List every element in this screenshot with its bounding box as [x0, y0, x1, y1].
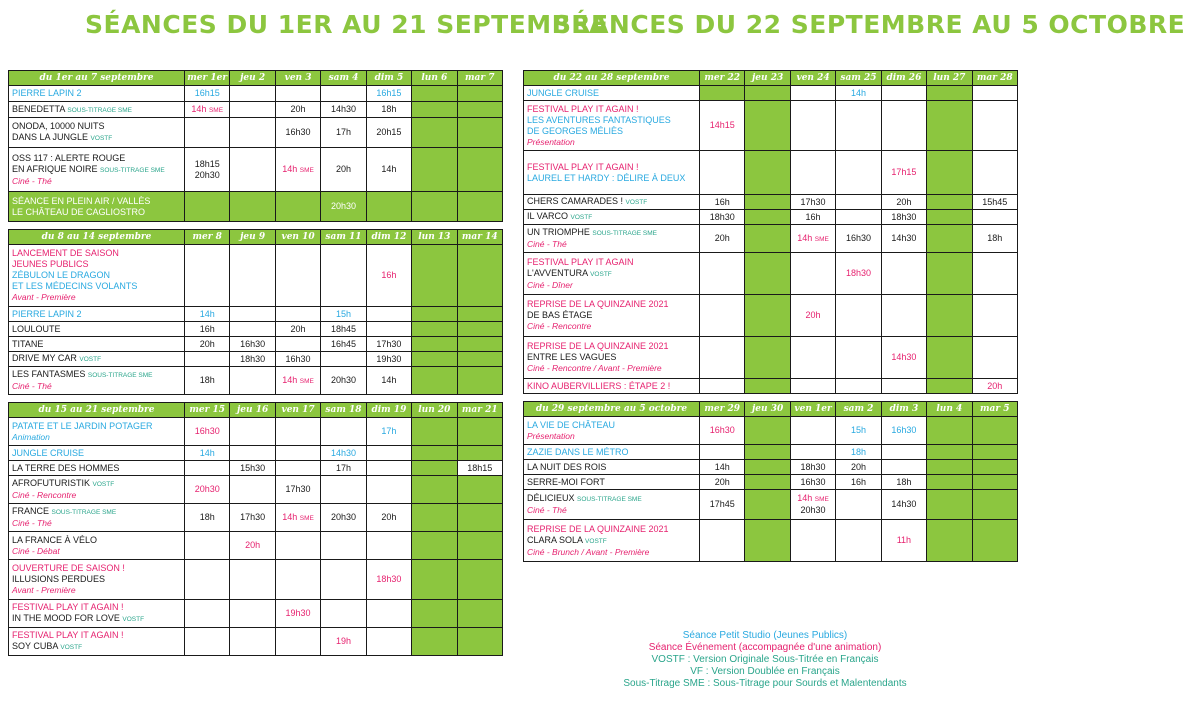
showtime: 18h30 [790, 460, 835, 475]
day-header: lun 13 [412, 230, 457, 245]
day-header: ven 1er [790, 402, 835, 417]
showtime: 16h [366, 245, 411, 307]
showtime: 16h [700, 195, 745, 210]
table-row: KINO AUBERVILLIERS : ÉTAPE 2 ! 20h [524, 379, 1018, 394]
showtime: 18h30 [881, 210, 926, 225]
day-header: ven 3 [275, 71, 320, 86]
day-header: mar 14 [457, 230, 502, 245]
table-row: FESTIVAL PLAY IT AGAIN ! LES AVENTURES FANTASTIQUES DE GEORGES MÉLIÈS Présentation 14h15 [524, 101, 1018, 151]
showtime: 17h [366, 418, 411, 446]
showtime: 20h30 [185, 476, 230, 504]
week-range: du 22 au 28 septembre [524, 71, 700, 86]
showtime: 15h [836, 417, 881, 445]
showtime: 14h [700, 460, 745, 475]
table-row: UN TRIOMPHE SOUS-TITRAGE SME Ciné - Thé 20h 14h SME 16h30 14h30 18h [524, 225, 1018, 253]
table-row: JUNGLE CRUISE 14h 14h30 [9, 446, 503, 461]
day-header: sam 4 [321, 71, 366, 86]
day-header: lun 6 [412, 71, 457, 86]
table-row: REPRISE DE LA QUINZAINE 2021 DE BAS ÉTAGE Ciné - Rencontre 20h [524, 295, 1018, 337]
schedule-week-2 [8, 229, 503, 395]
showtime: 18h30 [836, 253, 881, 295]
day-header: sam 25 [836, 71, 881, 86]
showtime: 14h30 [321, 446, 366, 461]
showtime: 17h [321, 118, 366, 148]
table-row: TITANE 20h 16h30 16h45 17h30 [9, 337, 503, 352]
table-row: LOULOUTE 16h 20h 18h45 [9, 322, 503, 337]
showtime: 20h [275, 102, 320, 118]
film-title: BENEDETTA [12, 103, 65, 114]
day-header: lun 20 [412, 403, 457, 418]
film-tag: SOUS-TITRAGE SME [67, 106, 133, 114]
showtime: 18h30 [230, 352, 275, 367]
showtime: 20h [700, 475, 745, 490]
day-header: sam 11 [321, 230, 366, 245]
showtime: 20h [275, 322, 320, 337]
day-header: dim 12 [366, 230, 411, 245]
film-cell: SÉANCE EN PLEIN AIR / VALLÈS LE CHÂTEAU DE CAGLIOSTRO [9, 192, 185, 222]
showtime: 14h SME [275, 367, 320, 395]
showtime: 17h30 [790, 195, 835, 210]
showtime: 18h [185, 504, 230, 532]
showtime: 18h30 [366, 560, 411, 600]
week-range: du 1er au 7 septembre [9, 71, 185, 86]
showtime: 14h15 [700, 101, 745, 151]
showtime: 20h [790, 295, 835, 337]
film-cell: ONODA, 10000 NUITS DANS LA JUNGLE VOSTF [9, 118, 185, 148]
showtime: 16h30 [275, 352, 320, 367]
table-row: CHERS CAMARADES ! VOSTF 16h 17h30 20h 15h45 [524, 195, 1018, 210]
showtime: 18h [366, 102, 411, 118]
table-row: LES FANTASMES SOUS-TITRAGE SME Ciné - Thé 18h 14h SME 20h30 14h [9, 367, 503, 395]
week-range: du 29 septembre au 5 octobre [524, 402, 700, 417]
showtime: 20h [230, 532, 275, 560]
showtime: 18h [972, 225, 1017, 253]
table-row: JUNGLE CRUISE 14h [524, 86, 1018, 101]
table-row: LA VIE DE CHÂTEAU Présentation 16h30 15h 16h30 [524, 417, 1018, 445]
day-header: dim 5 [366, 71, 411, 86]
schedule-week-3 [8, 402, 503, 656]
showtime: 20h [700, 225, 745, 253]
day-header: jeu 9 [230, 230, 275, 245]
showtime: 18h [185, 367, 230, 395]
table-row [9, 148, 503, 192]
showtime: 11h [881, 520, 926, 562]
showtime: 20h [366, 504, 411, 532]
legend-line: VF : Version Doublée en Français [690, 666, 840, 677]
showtime: 18h15 20h30 [185, 148, 230, 192]
table-row: DRIVE MY CAR VOSTF 18h30 16h30 19h30 [9, 352, 503, 367]
showtime: 20h15 [366, 118, 411, 148]
day-header: mar 7 [457, 71, 502, 86]
showtime: 16h15 [185, 86, 230, 102]
day-header: jeu 16 [230, 403, 275, 418]
day-header: jeu 30 [745, 402, 790, 417]
showtime: 20h [836, 460, 881, 475]
film-cell [9, 86, 185, 102]
table-row [9, 245, 503, 307]
showtime: 20h30 [321, 367, 366, 395]
showtime: 20h30 [321, 192, 366, 222]
showtime: 14h30 [321, 102, 366, 118]
legend [530, 630, 1000, 690]
table-row [9, 118, 503, 148]
week-range: du 15 au 21 septembre [9, 403, 185, 418]
heading-left: SÉANCES DU 1ER AU 21 SEPTEMBRE [85, 10, 609, 39]
showtime: 18h30 [700, 210, 745, 225]
showtime: 16h [836, 475, 881, 490]
showtime: 18h [881, 475, 926, 490]
showtime: 19h30 [275, 600, 320, 628]
showtime: 14h [836, 86, 881, 101]
table-row: PATATE ET LE JARDIN POTAGER Animation 16h30 17h [9, 418, 503, 446]
showtime: 16h30 [790, 475, 835, 490]
showtime: 15h30 [230, 461, 275, 476]
day-header: jeu 23 [745, 71, 790, 86]
showtime: 16h [790, 210, 835, 225]
legend-line: Séance Événement (accompagnée d'une animation) [648, 642, 882, 653]
showtime: 16h30 [230, 337, 275, 352]
day-header: dim 26 [881, 71, 926, 86]
left-column [8, 70, 503, 656]
showtime: 19h [321, 628, 366, 656]
showtime: 17h45 [700, 490, 745, 520]
heading-right: SÉANCES DU 22 SEPTEMBRE AU 5 OCTOBRE [553, 10, 1185, 39]
day-header: mer 29 [700, 402, 745, 417]
day-header: jeu 2 [230, 71, 275, 86]
showtime: 15h45 [972, 195, 1017, 210]
table-row: AFROFUTURISTIK VOSTF Ciné - Rencontre 20h30 17h30 [9, 476, 503, 504]
showtime: 16h30 [836, 225, 881, 253]
table-row: REPRISE DE LA QUINZAINE 2021 ENTRE LES VAGUES Ciné - Rencontre / Avant - Première 14h30 [524, 337, 1018, 379]
film-title: PIERRE LAPIN 2 [12, 88, 82, 98]
showtime: 16h30 [275, 118, 320, 148]
table-row: FESTIVAL PLAY IT AGAIN ! LAUREL ET HARDY : DÉLIRE À DEUX 17h15 [524, 151, 1018, 195]
day-header: lun 27 [927, 71, 972, 86]
table-row: FESTIVAL PLAY IT AGAIN ! SOY CUBA VOSTF 19h [9, 628, 503, 656]
table-row: DÉLICIEUX SOUS-TITRAGE SME Ciné - Thé 17h45 14h SME 20h30 14h30 [524, 490, 1018, 520]
right-column [523, 70, 1018, 562]
table-row: FESTIVAL PLAY IT AGAIN ! IN THE MOOD FOR LOVE VOSTF 19h30 [9, 600, 503, 628]
showtime: 14h30 [881, 225, 926, 253]
day-header: dim 3 [881, 402, 926, 417]
day-header: mer 22 [700, 71, 745, 86]
week-range: du 8 au 14 septembre [9, 230, 185, 245]
day-header: lun 4 [927, 402, 972, 417]
table-row: REPRISE DE LA QUINZAINE 2021 CLARA SOLA VOSTF Ciné - Brunch / Avant - Première 11h [524, 520, 1018, 562]
showtime: 19h30 [366, 352, 411, 367]
showtime: 14h [185, 307, 230, 322]
table-row [9, 86, 503, 102]
table-row: FRANCE SOUS-TITRAGE SME Ciné - Thé 18h 17h30 14h SME 20h30 20h [9, 504, 503, 532]
showtime: 14h [366, 367, 411, 395]
legend-line: Séance Petit Studio (Jeunes Publics) [682, 630, 848, 641]
showtime: 20h [881, 195, 926, 210]
showtime: 17h [321, 461, 366, 476]
showtime: 14h SME [275, 504, 320, 532]
showtime: 14h30 [881, 490, 926, 520]
film-cell: LANCEMENT DE SAISON JEUNES PUBLICS ZÉBULON LE DRAGON ET LES MÉDECINS VOLANTS Avant - Première [9, 245, 185, 307]
day-header: mar 21 [457, 403, 502, 418]
showtime: 16h45 [321, 337, 366, 352]
showtime: 16h30 [881, 417, 926, 445]
film-cell: OSS 117 : ALERTE ROUGE EN AFRIQUE NOIRE SOUS-TITRAGE SME Ciné - Thé [9, 148, 185, 192]
showtime: 18h [836, 445, 881, 460]
day-header: mer 15 [185, 403, 230, 418]
showtime: 14h SME [790, 225, 835, 253]
day-header: mar 5 [972, 402, 1017, 417]
day-header: dim 19 [366, 403, 411, 418]
schedule-week-5 [523, 401, 1018, 562]
showtime: 14h SME 20h30 [790, 490, 835, 520]
table-row: FESTIVAL PLAY IT AGAIN L'AVVENTURA VOSTF Ciné - Dîner 18h30 [524, 253, 1018, 295]
table-row: IL VARCO VOSTF 18h30 16h 18h30 [524, 210, 1018, 225]
film-cell [9, 102, 185, 118]
showtime: 14h30 [881, 337, 926, 379]
table-row: OUVERTURE DE SAISON ! ILLUSIONS PERDUES Avant - Première 18h30 [9, 560, 503, 600]
showtime: 20h [185, 337, 230, 352]
day-header: mar 28 [972, 71, 1017, 86]
showtime: 16h [185, 322, 230, 337]
showtime: 18h45 [321, 322, 366, 337]
showtime: 17h30 [230, 504, 275, 532]
showtime: 20h30 [321, 504, 366, 532]
showtime: 14h [366, 148, 411, 192]
day-header: ven 10 [275, 230, 320, 245]
day-header: sam 2 [836, 402, 881, 417]
day-header: mer 8 [185, 230, 230, 245]
showtime: 17h30 [275, 476, 320, 504]
showtime: 14h SME [185, 102, 230, 118]
day-header: ven 24 [790, 71, 835, 86]
showtime: 16h15 [366, 86, 411, 102]
table-row: LA TERRE DES HOMMES 15h30 17h 18h15 [9, 461, 503, 476]
showtime: 16h30 [185, 418, 230, 446]
schedule-week-4 [523, 70, 1018, 394]
legend-line: VOSTF : Version Originale Sous-Titrée en Français [651, 654, 879, 665]
showtime: 17h30 [366, 337, 411, 352]
day-header: mer 1er [185, 71, 230, 86]
table-row: LA FRANCE À VÉLO Ciné - Débat 20h [9, 532, 503, 560]
day-header: sam 18 [321, 403, 366, 418]
table-row: PIERRE LAPIN 2 14h 15h [9, 307, 503, 322]
showtime: 14h [185, 446, 230, 461]
table-row: ZAZIE DANS LE MÉTRO 18h [524, 445, 1018, 460]
legend-line: Sous-Titrage SME : Sous-Titrage pour Sourds et Malentendants [623, 678, 907, 689]
showtime: 15h [321, 307, 366, 322]
showtime: 14h SME [275, 148, 320, 192]
showtime: 16h30 [700, 417, 745, 445]
table-row: LA NUIT DES ROIS 14h 18h30 20h [524, 460, 1018, 475]
day-header: ven 17 [275, 403, 320, 418]
showtime: 17h15 [881, 151, 926, 195]
table-row [9, 102, 503, 118]
showtime: 20h [972, 379, 1017, 394]
showtime: 20h [321, 148, 366, 192]
showtime: 18h15 [457, 461, 502, 476]
schedule-week-1 [8, 70, 503, 222]
table-row [9, 192, 503, 222]
table-row: SERRE-MOI FORT 20h 16h30 16h 18h [524, 475, 1018, 490]
